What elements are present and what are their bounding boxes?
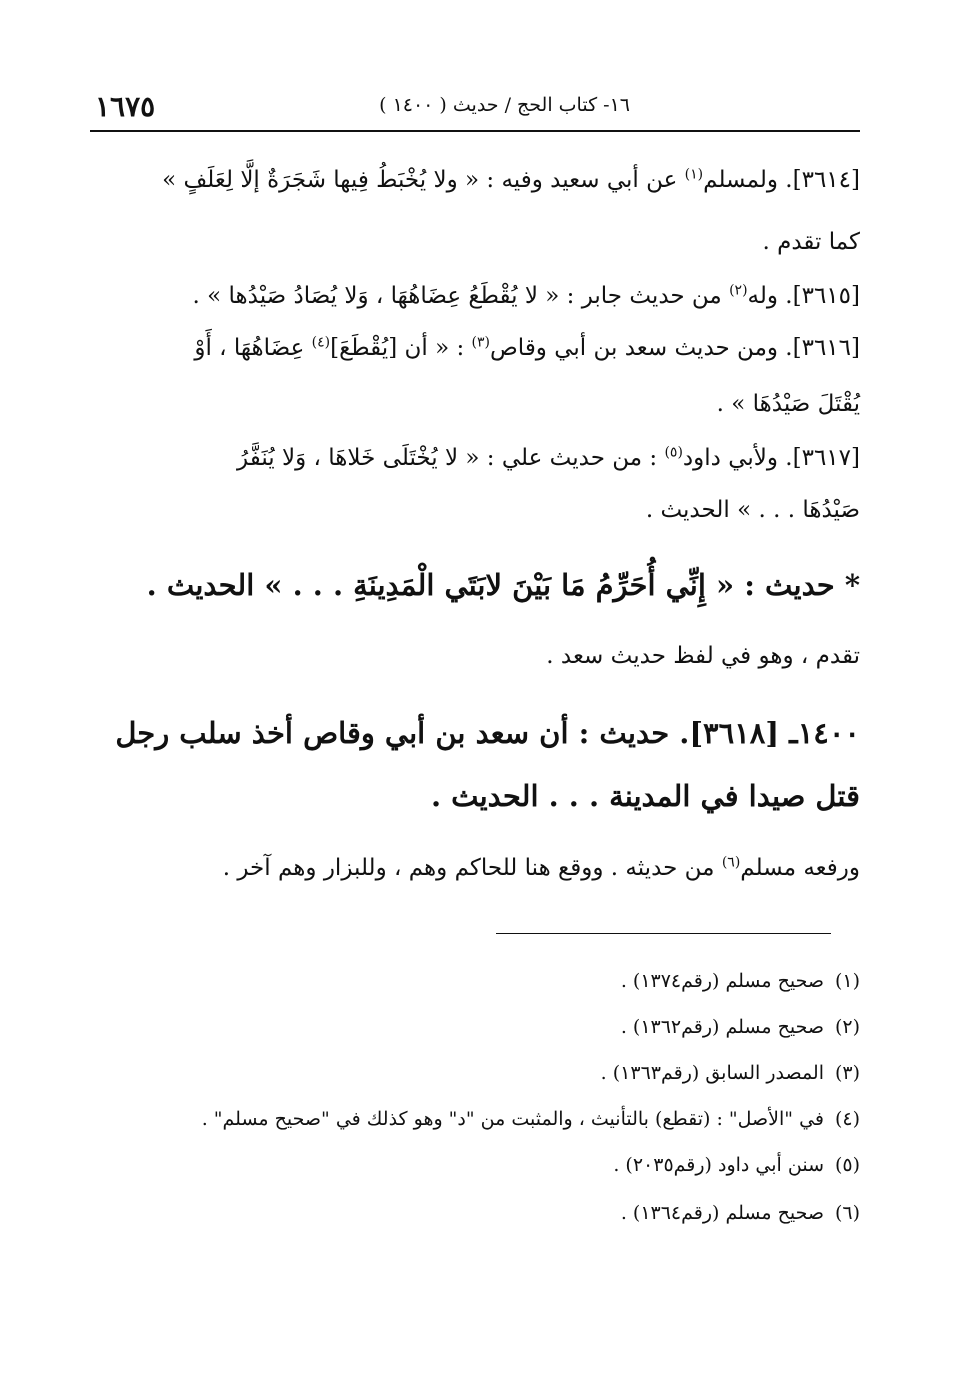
footnote-ref[interactable]: (٦) [721, 854, 741, 871]
footnote-ref[interactable]: (٢) [729, 282, 748, 299]
text-line-3614: [٣٦١٤]. ولمسلم$^{(١)}$ عن أبي سعيد وفيه : « ولا يُخْبَطُ فِيها شَجَرَةٌ إلَّا لِعَلَفٍ » [162, 166, 860, 193]
page-number: ١٦٧٥ [95, 90, 156, 123]
footnote-ref[interactable]: (١) [684, 166, 704, 183]
footnote-rule [496, 933, 831, 934]
text-line: يُقْتَلَ صَيْدُهَا » . [716, 391, 860, 417]
text-line: تقدم ، وهو في لفظ حديث سعد . [546, 643, 860, 669]
footnote-item: (٥)سنن أبي داود (رقم٢٠٣٥) . [613, 1154, 860, 1176]
text-line: ورفعه مسلم$^{(٦)}$ من حديثه . ووقع هنا للحاكم وهم ، وللبزار وهم آخر . [222, 854, 860, 881]
footnote-ref[interactable]: (٥) [664, 444, 683, 461]
footnote-item: (٦)صحيح مسلم (رقم١٣٦٤) . [620, 1202, 860, 1224]
running-title: ١٦- كتاب الحج / حديث ( ١٤٠٠ ) [379, 94, 630, 116]
hadith-heading-1400: ١٤٠٠ـ [٣٦١٨]. حديث : أن سعد بن أبي وقاص أخذ سلب رجل [115, 716, 860, 750]
footnote-item: (١)صحيح مسلم (رقم١٣٧٤) . [620, 970, 860, 992]
text-line-3615: [٣٦١٥]. وله$^{(٢)}$ من حديث جابر : « لا يُقْطَعُ عِضَاهُهَا ، وَلا يُصَادُ صَيْدُها » . [192, 282, 860, 309]
footnote-item: (٤)في "الأصل" : (تقطع) بالتأنيث ، والمثبت من "د" وهو كذلك في "صحيح مسلم" . [201, 1108, 860, 1130]
header-rule [90, 130, 860, 132]
text-line: صَيْدُهَا . . . » الحديث . [645, 497, 860, 523]
hadith-heading-cont: قتل صيدا في المدينة . . . الحديث . [430, 779, 860, 813]
hadith-heading: * حديث : « إِنِّي أُحَرِّمُ مَا بَيْنَ لابَتَي الْمَدِينَةِ . . . » الحديث . [146, 568, 860, 602]
text-line-3616: [٣٦١٦]. ومن حديث سعد بن أبي وقاص$^{(٣)}$ : « أن [يُقْطَعَ]$^{(٤)}$ عِضَاهُهَا ، أَوْ [194, 334, 860, 361]
footnote-item: (٢)صحيح مسلم (رقم١٣٦٢) . [620, 1016, 860, 1038]
footnote-ref[interactable]: (٤) [311, 334, 331, 351]
page-header [95, 92, 860, 126]
text-line: كما تقدم . [762, 229, 860, 255]
footnote-ref[interactable]: (٣) [471, 334, 490, 351]
text-line-3617: [٣٦١٧]. ولأبي داود$^{(٥)}$ : من حديث علي : « لا يُخْتَلَى خَلاهَا ، وَلا يُنَفَّرُ [237, 444, 860, 471]
footnote-item: (٣)المصدر السابق (رقم١٣٦٣) . [600, 1062, 860, 1084]
